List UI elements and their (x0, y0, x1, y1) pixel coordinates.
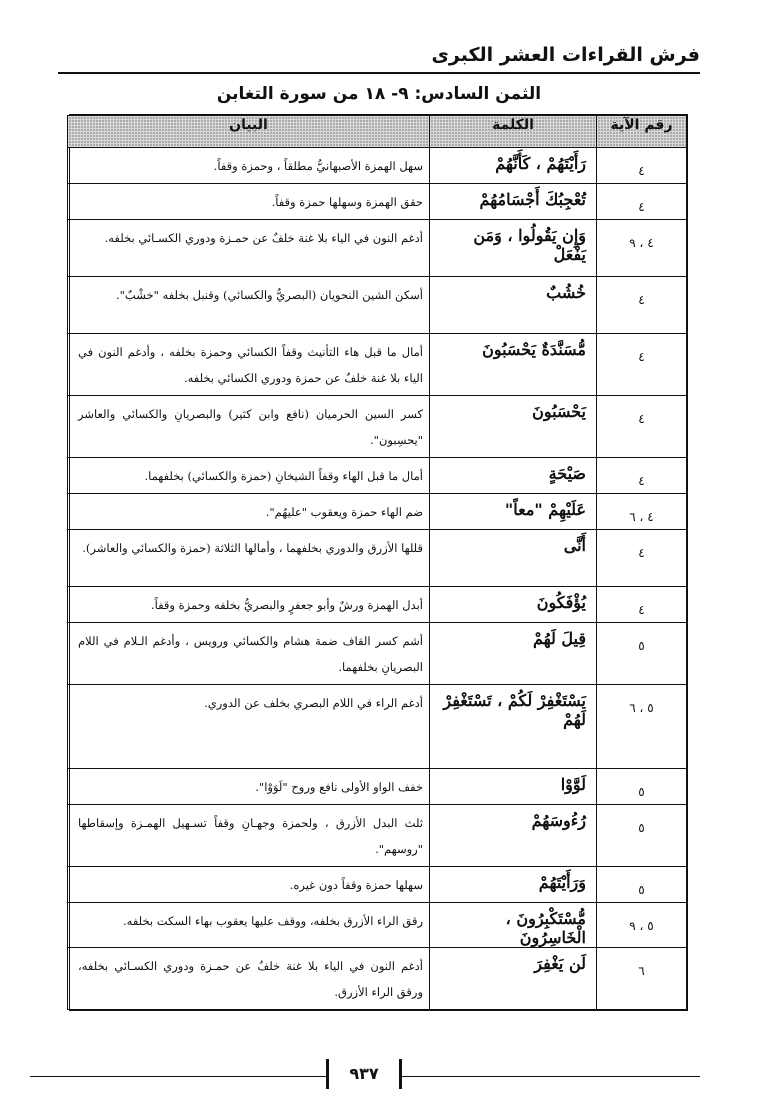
header-ayah: رقم الآية (597, 116, 687, 148)
word-cell: لَن يَغْفِرَ (430, 948, 597, 1010)
footer-bar-right (399, 1059, 402, 1089)
explanation-cell: أشم كسر القاف ضمة هشام والكسائي ورويس ، وأدغم الـلام في اللام البصريانِ بخلفهما. (68, 623, 430, 685)
table-row (68, 623, 687, 685)
word-cell: لَوَّوْا (430, 769, 597, 805)
explanation-cell: ضم الهاء حمزة ويعقوب "عليهُم". (68, 494, 430, 530)
table-row (68, 458, 687, 494)
word-cell: قِيلَ لَهُمْ (430, 623, 597, 685)
page-number: ٩٣٧ (349, 1064, 379, 1083)
explanation-cell: سهل الهمزة الأصبهانيُّ مطلقاً ، وحمزة وقفاً. (68, 148, 430, 184)
table-row (68, 334, 687, 396)
explanation-cell: أسكن الشين النحويان (البصريُّ والكسائي) وقنبل بخلفه "خشْبٌ". (68, 277, 430, 334)
ayah-cell: ٤ (597, 334, 687, 396)
ayah-cell: ٤ (597, 277, 687, 334)
word-cell: عَلَيْهِمْ "معاً" (430, 494, 597, 530)
table-row (68, 530, 687, 587)
header-word: الكلمة (430, 116, 597, 148)
word-cell: مُّسْتَكْبِرُونَ ، الْخَاسِرُونَ (430, 903, 597, 948)
ayah-cell: ٥ (597, 867, 687, 903)
ayah-cell: ٥ (597, 805, 687, 867)
explanation-cell: ثلث البدل الأزرق ، ولحمزة وجهـانِ وقفاً تسـهيل الهمـزة وإسقاطها "روسهم". (68, 805, 430, 867)
table-row (68, 685, 687, 769)
word-cell: صَيْحَةٍ (430, 458, 597, 494)
word-cell: خُشُبٌ (430, 277, 597, 334)
table-row (68, 903, 687, 948)
ayah-cell: ٥ (597, 623, 687, 685)
word-cell: يَسْتَغْفِرْ لَكُمْ ، تَسْتَغْفِرْ لَهُمْ (430, 685, 597, 769)
ayah-cell: ٤ (597, 530, 687, 587)
table-row (68, 769, 687, 805)
header-rule (58, 72, 700, 74)
explanation-cell: أبدل الهمزة ورشٌ وأبو جعفرٍ والبصريُّ بخلفه وحمزة وقفاً. (68, 587, 430, 623)
table-header-row (68, 116, 687, 148)
ayah-cell: ٥ ، ٦ (597, 685, 687, 769)
word-cell: أَنَّى (430, 530, 597, 587)
ayah-cell: ٤ ، ٩ (597, 220, 687, 277)
table-row (68, 148, 687, 184)
explanation-cell: كسر السين الحرميان (نافع وابن كثير) والبصريانِ والكسائي والعاشر "يحسِبون". (68, 396, 430, 458)
explanation-cell: خفف الواو الأولى نافع وروح "لَوَوْا". (68, 769, 430, 805)
explanation-cell: قللها الأزرق والدوري بخلفهما ، وأمالها الثلاثة (حمزة والكسائي والعاشر). (68, 530, 430, 587)
explanation-cell: أمال ما قبل هاء التأنيث وقفاً الكسائي وحمزة بخلفه ، وأدغم النون في الياء بلا غنة خلفٌ عن حمزة ودوري الكسائي بخلفه. (68, 334, 430, 396)
word-cell: رَأَيْتَهُمْ ، كَأَنَّهُمْ (430, 148, 597, 184)
explanation-cell: رقق الراء الأزرق بخلفه، ووقف عليها يعقوب بهاء السكت بخلفه. (68, 903, 430, 948)
word-cell: وَإِن يَقُولُوا ، وَمَن يَفْعَلْ (430, 220, 597, 277)
table-row (68, 805, 687, 867)
explanation-cell: أدغم النون في الياء بلا غنة خلفٌ عن حمـزة ودوري الكسـائي بخلفه. (68, 220, 430, 277)
footer-rule-right (402, 1076, 700, 1077)
ayah-cell: ٦ (597, 948, 687, 1010)
table-row (68, 867, 687, 903)
ayah-cell: ٤ ، ٦ (597, 494, 687, 530)
explanation-cell: أمال ما قبل الهاء وقفاً الشيخانِ (حمزة والكسائي) بخلفهما. (68, 458, 430, 494)
explanation-cell: أدغم النون في الياء بلا غنة خلفٌ عن حمـزة ودوري الكسـائي بخلفه، ورقق الراء الأزرق. (68, 948, 430, 1010)
section-title: الثمن السادس: ٩- ١٨ من سورة التغابن (216, 84, 542, 104)
book-title: فرش القراءات العشر الكبرى (431, 44, 700, 66)
word-cell: تُعْجِبُكَ أَجْسَامُهُمْ (430, 184, 597, 220)
word-cell: وَرَأَيْتَهُمْ (430, 867, 597, 903)
table-row (68, 277, 687, 334)
table-row (68, 220, 687, 277)
header-explanation: البيان (68, 116, 430, 148)
word-cell: يَحْسَبُونَ (430, 396, 597, 458)
explanation-cell: حقق الهمزة وسهلها حمزة وقفاً. (68, 184, 430, 220)
footer-rule-left (30, 1076, 326, 1077)
readings-table (69, 114, 688, 1011)
table-row (68, 587, 687, 623)
explanation-cell: سهلها حمزة وقفاً دون غيره. (68, 867, 430, 903)
word-cell: رُءُوسَهُمْ (430, 805, 597, 867)
table-row (68, 396, 687, 458)
table-row (68, 948, 687, 1010)
ayah-cell: ٥ ، ٩ (597, 903, 687, 948)
table-row (68, 494, 687, 530)
table-row (68, 184, 687, 220)
ayah-cell: ٤ (597, 587, 687, 623)
word-cell: يُؤْفَكُونَ (430, 587, 597, 623)
ayah-cell: ٤ (597, 184, 687, 220)
explanation-cell: أدغم الراء في اللام البصري بخلف عن الدوري. (68, 685, 430, 769)
word-cell: مُّسَنَّدَةٌ يَحْسَبُونَ (430, 334, 597, 396)
ayah-cell: ٥ (597, 769, 687, 805)
ayah-cell: ٤ (597, 396, 687, 458)
ayah-cell: ٤ (597, 148, 687, 184)
ayah-cell: ٤ (597, 458, 687, 494)
